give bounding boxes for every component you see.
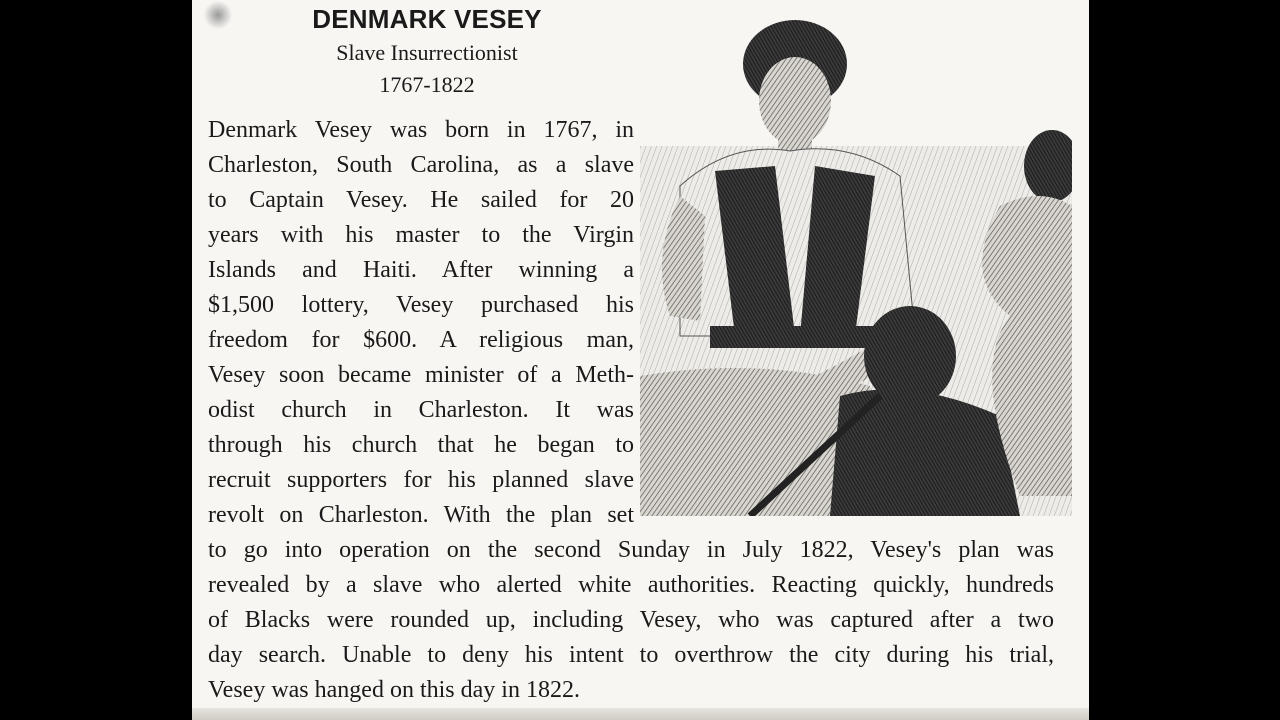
body-line: years with his master to the Virgin — [208, 222, 634, 248]
body-line: day search. Unable to deny his intent to overthrow the city during his trial, — [208, 642, 1054, 668]
body-line: recruit supporters for his planned slave — [208, 467, 634, 493]
article-years: 1767-1822 — [379, 72, 475, 97]
body-line: to Captain Vesey. He sailed for 20 — [208, 187, 634, 213]
body-line: Islands and Haiti. After winning a — [208, 257, 634, 283]
article-headline: DENMARK VESEY — [312, 4, 542, 34]
body-line: of Blacks were rounded up, including Vesey, who was captured after a two — [208, 607, 1054, 633]
body-line: Charleston, South Carolina, as a slave — [208, 152, 634, 178]
body-line: through his church that he began to — [208, 432, 634, 458]
body-line: Denmark Vesey was born in 1767, in — [208, 117, 634, 143]
vesey-illustration — [640, 16, 1072, 516]
body-line: odist church in Charleston. It was — [208, 397, 634, 423]
print-smudge — [204, 0, 232, 30]
body-line: $1,500 lottery, Vesey purchased his — [208, 292, 634, 318]
newspaper-clipping — [192, 0, 1089, 720]
body-line: freedom for $600. A religious man, — [208, 327, 634, 353]
body-line: Vesey was hanged on this day in 1822. — [208, 677, 580, 703]
body-line: Vesey soon became minister of a Meth- — [208, 362, 634, 388]
body-line: revolt on Charleston. With the plan set — [208, 502, 634, 528]
article-subtitle: Slave Insurrectionist — [336, 40, 518, 65]
body-line: revealed by a slave who alerted white authorities. Reacting quickly, hundreds — [208, 572, 1054, 598]
body-line: to go into operation on the second Sunday in July 1822, Vesey's plan was — [208, 537, 1054, 563]
